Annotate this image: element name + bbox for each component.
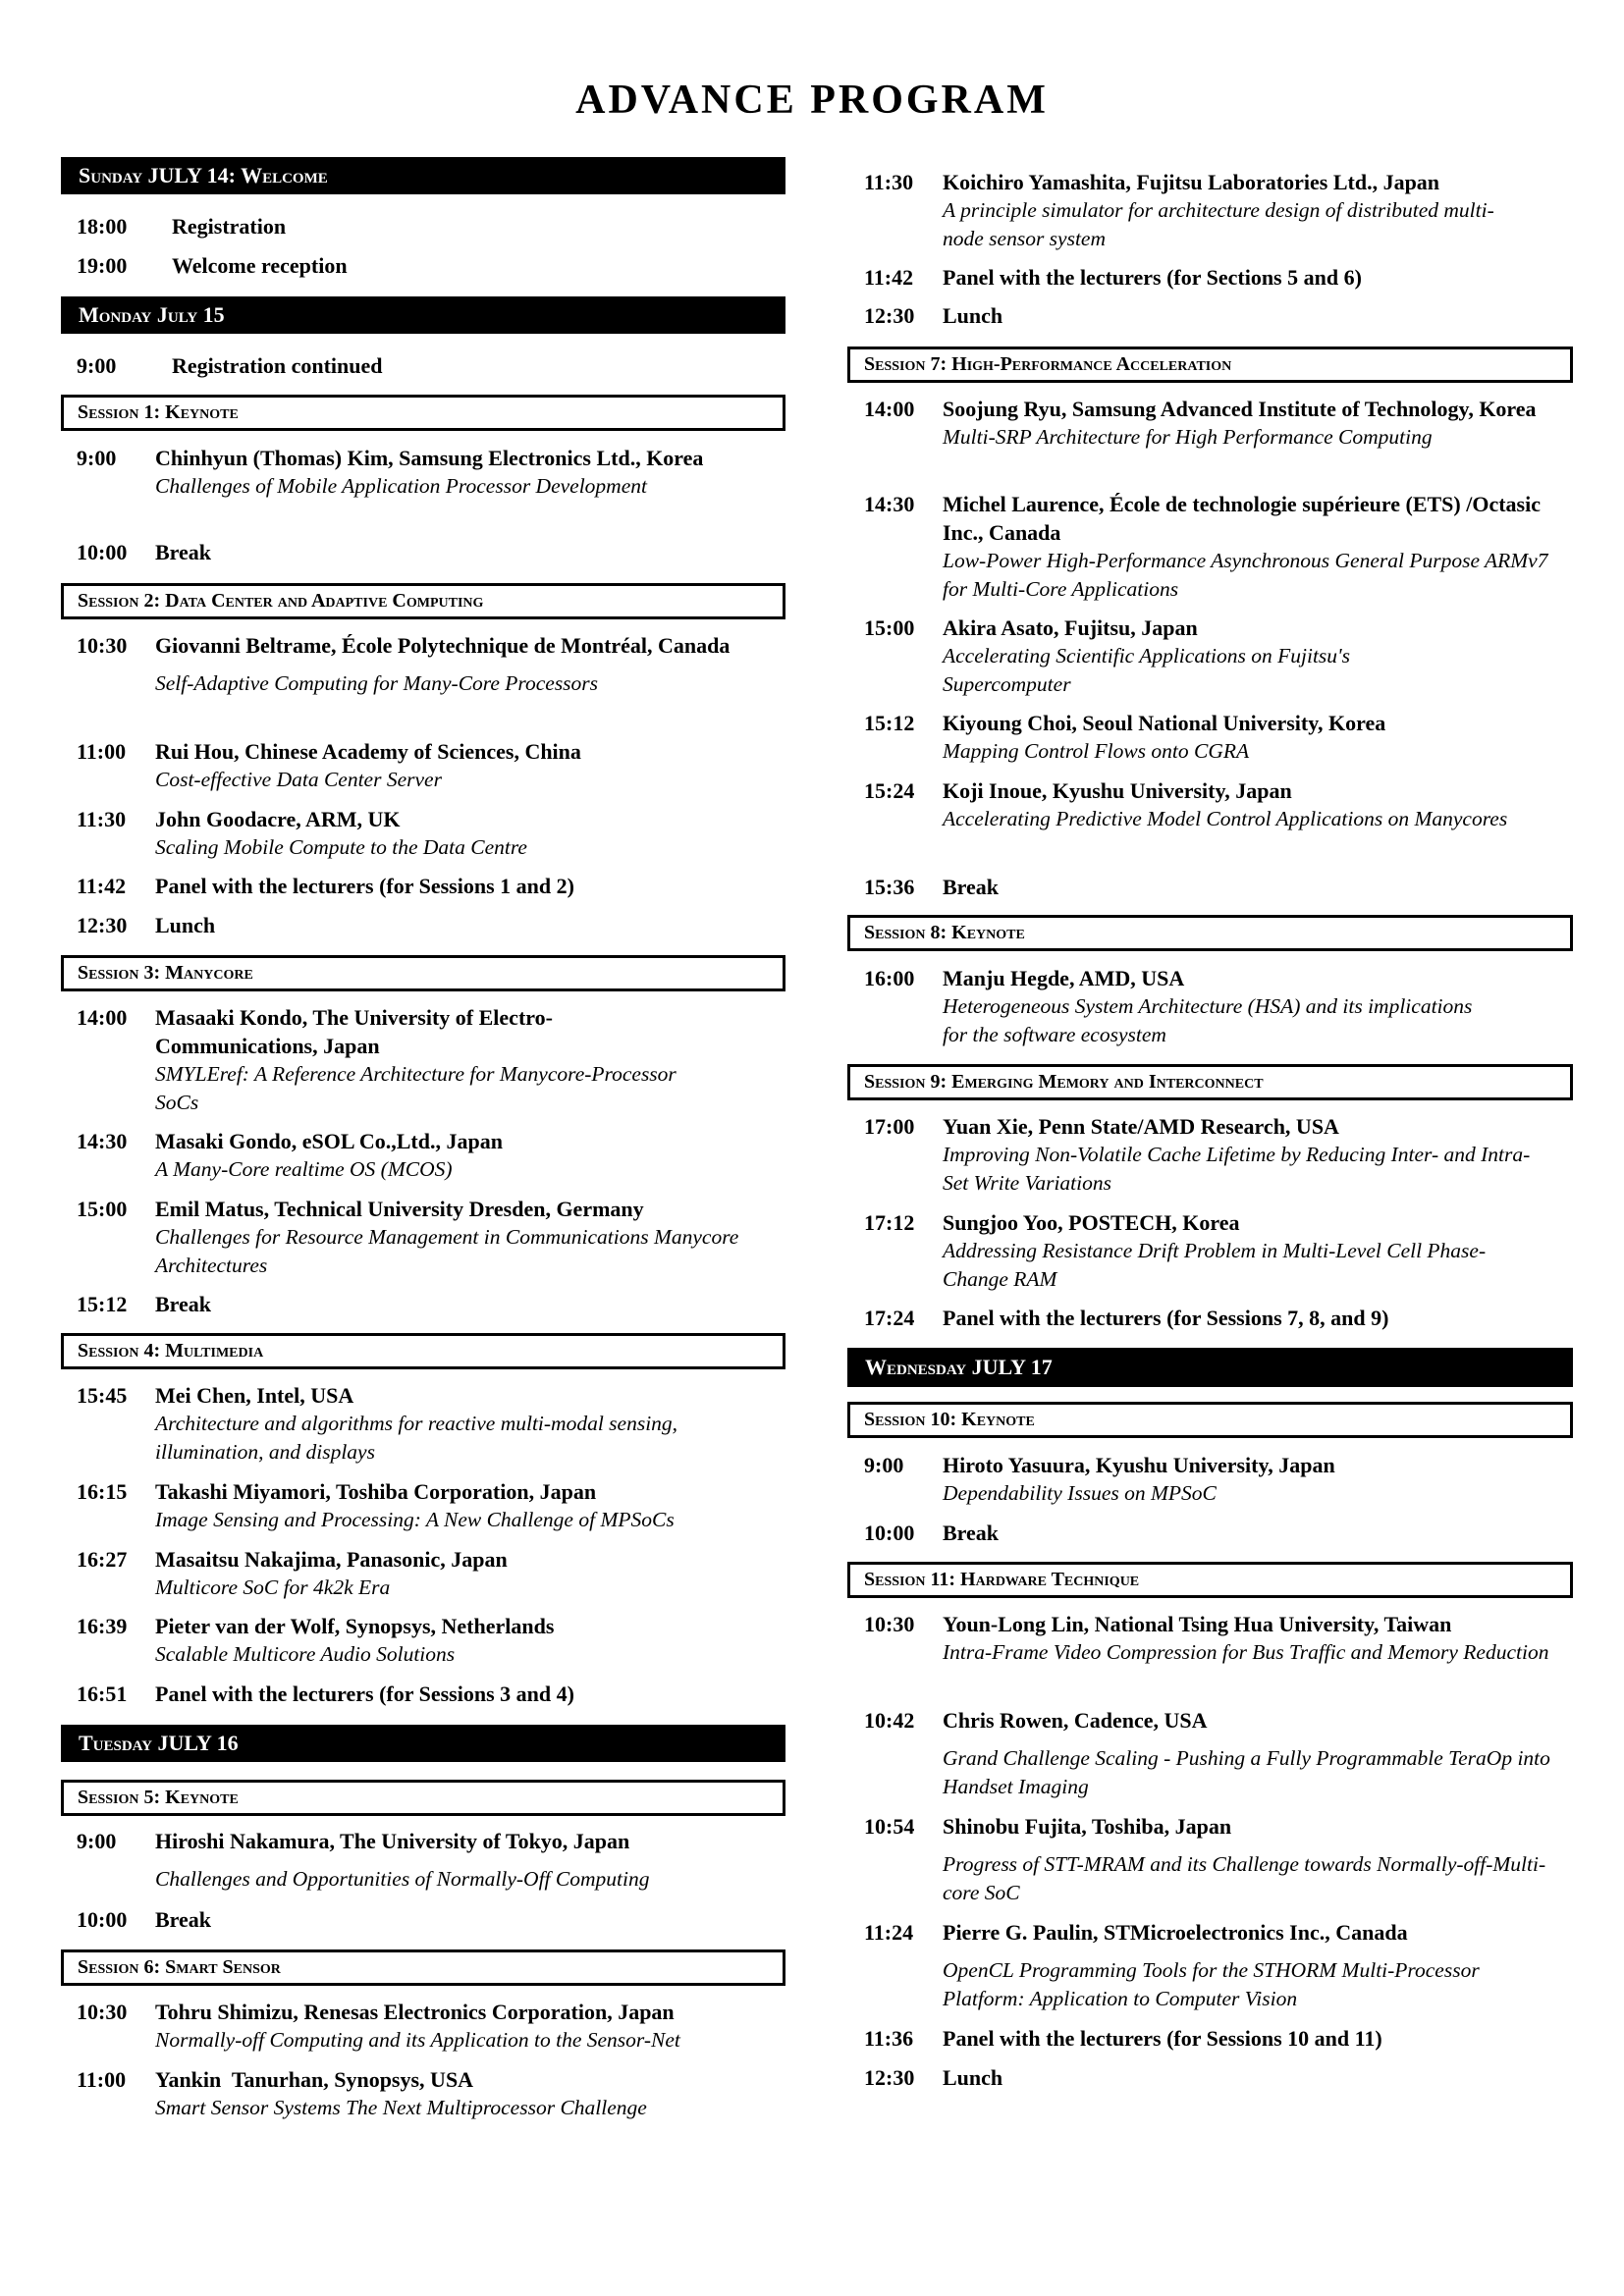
entry-name: Youn-Long Lin, National Tsing Hua University, Taiwan	[943, 1612, 1452, 1636]
entry-time: 9:00	[864, 1453, 904, 1477]
entry-time: 11:24	[864, 1920, 914, 1945]
entry-name: Shinobu Fujita, Toshiba, Japan	[943, 1814, 1232, 1839]
session-header-6: Session 6: Smart Sensor	[61, 1949, 785, 1986]
entry-name: Break	[943, 875, 1000, 899]
entry-name: Registration continued	[172, 353, 383, 378]
entry-time: 10:30	[864, 1612, 915, 1636]
entry-name: John Goodacre, ARM, UK	[155, 807, 401, 831]
entry-talk-title: Self-Adaptive Computing for Many-Core Processors	[155, 671, 599, 695]
entry-name: Yankin Tanurhan, Synopsys, USA	[155, 2067, 474, 2092]
entry-time: 16:39	[77, 1614, 128, 1638]
entry-name: Koji Inoue, Kyushu University, Japan	[943, 778, 1292, 803]
entry-time: 11:42	[77, 874, 127, 898]
day-header-tuesday: Tuesday JULY 16	[61, 1725, 785, 1762]
entry-name: Lunch	[943, 2065, 1003, 2090]
entry-time: 10:00	[864, 1521, 915, 1545]
session-header-2: Session 2: Data Center and Adaptive Computing	[61, 583, 785, 619]
entry-talk-title: Accelerating Scientific Applications on Fujitsu's Supercomputer	[943, 644, 1351, 696]
entry-time: 11:30	[77, 807, 127, 831]
session-header-10: Session 10: Keynote	[847, 1402, 1573, 1438]
entry-time: 10:00	[77, 540, 128, 564]
entry-name: Chinhyun (Thomas) Kim, Samsung Electronics Ltd., Korea	[155, 446, 704, 470]
entry-time: 16:15	[77, 1479, 128, 1504]
entry-name: Soojung Ryu, Samsung Advanced Institute of Technology, Korea	[943, 397, 1537, 421]
entry-talk-title: Grand Challenge Scaling - Pushing a Fully Programmable TeraOp into Handset Imaging	[943, 1746, 1550, 1798]
entry-talk-title: OpenCL Programming Tools for the STHORM Multi-Processor Platform: Application to Computer Vision	[943, 1958, 1480, 2010]
entry-name: Masaaki Kondo, The University of Electro-Communications, Japan	[155, 1005, 553, 1058]
entry-talk-title: Heterogeneous System Architecture (HSA) and its implications for the software ecosystem	[943, 994, 1473, 1046]
entry-time: 11:00	[77, 739, 127, 764]
entry-talk-title: Architecture and algorithms for reactive multi-modal sensing, illumination, and displays	[155, 1412, 678, 1464]
session-header-4: Session 4: Multimedia	[61, 1333, 785, 1369]
entry-time: 11:30	[864, 170, 914, 194]
day-header-wednesday: Wednesday JULY 17	[847, 1348, 1573, 1387]
entry-time: 11:00	[77, 2067, 127, 2092]
page-title: ADVANCE PROGRAM	[575, 78, 1049, 123]
entry-talk-title: Challenges of Mobile Application Processor Development	[155, 474, 647, 498]
entry-talk-title: Intra-Frame Video Compression for Bus Traffic and Memory Reduction	[943, 1640, 1549, 1664]
session-header-1: Session 1: Keynote	[61, 395, 785, 431]
entry-name: Michel Laurence, École de technologie supérieure (ETS) /Octasic Inc., Canada	[943, 492, 1541, 545]
session-header-8: Session 8: Keynote	[847, 915, 1573, 951]
entry-name: Lunch	[155, 913, 216, 937]
entry-name: Akira Asato, Fujitsu, Japan	[943, 615, 1198, 640]
session-header-9: Session 9: Emerging Memory and Interconnect	[847, 1064, 1573, 1100]
entry-name: Panel with the lecturers (for Sessions 10 and 11)	[943, 2026, 1382, 2051]
entry-name: Break	[155, 1907, 212, 1932]
entry-time: 19:00	[77, 253, 128, 278]
entry-talk-title: Improving Non-Volatile Cache Lifetime by Reducing Inter- and Intra-Set Write Variations	[943, 1143, 1531, 1195]
entry-time: 14:30	[77, 1129, 128, 1153]
entry-time: 10:30	[77, 633, 128, 658]
entry-name: Panel with the lecturers (for Sessions 1 and 2)	[155, 874, 574, 898]
entry-time: 17:24	[864, 1306, 915, 1330]
entry-talk-title: Dependability Issues on MPSoC	[943, 1481, 1217, 1505]
entry-talk-title: Low-Power High-Performance Asynchronous General Purpose ARMv7 for Multi-Core Applications	[943, 549, 1548, 601]
entry-name: Yuan Xie, Penn State/AMD Research, USA	[943, 1114, 1339, 1139]
entry-time: 17:12	[864, 1210, 915, 1235]
entry-name: Break	[943, 1521, 1000, 1545]
day-header-sunday: Sunday JULY 14: Welcome	[61, 157, 785, 194]
entry-name: Tohru Shimizu, Renesas Electronics Corporation, Japan	[155, 2000, 675, 2024]
entry-name: Registration	[172, 214, 287, 239]
entry-time: 12:30	[864, 303, 915, 328]
entry-name: Pierre G. Paulin, STMicroelectronics Inc., Canada	[943, 1920, 1408, 1945]
entry-name: Break	[155, 1292, 212, 1316]
entry-time: 15:12	[864, 711, 915, 735]
entry-time: 12:30	[77, 913, 128, 937]
entry-talk-title: Progress of STT-MRAM and its Challenge towards Normally-off-Multi-core SoC	[943, 1852, 1546, 1904]
entry-name: Manju Hegde, AMD, USA	[943, 966, 1185, 990]
entry-time: 15:00	[864, 615, 915, 640]
entry-time: 10:42	[864, 1708, 915, 1733]
entry-name: Panel with the lecturers (for Sessions 7, 8, and 9)	[943, 1306, 1389, 1330]
entry-name: Sungjoo Yoo, POSTECH, Korea	[943, 1210, 1240, 1235]
entry-time: 9:00	[77, 446, 117, 470]
entry-talk-title: Addressing Resistance Drift Problem in Multi-Level Cell Phase-Change RAM	[943, 1239, 1487, 1291]
entry-name: Break	[155, 540, 212, 564]
entry-name: Chris Rowen, Cadence, USA	[943, 1708, 1208, 1733]
entry-talk-title: SMYLEref: A Reference Architecture for Manycore-Processor SoCs	[155, 1062, 677, 1114]
entry-name: Pieter van der Wolf, Synopsys, Netherlands	[155, 1614, 555, 1638]
entry-talk-title: Scalable Multicore Audio Solutions	[155, 1642, 456, 1666]
entry-talk-title: Normally-off Computing and its Application to the Sensor-Net	[155, 2028, 680, 2052]
entry-talk-title: Multi-SRP Architecture for High Performance Computing	[943, 425, 1433, 449]
session-header-5: Session 5: Keynote	[61, 1780, 785, 1816]
entry-time: 16:00	[864, 966, 915, 990]
day-header-monday: Monday July 15	[61, 296, 785, 334]
entry-name: Giovanni Beltrame, École Polytechnique de Montréal, Canada	[155, 633, 731, 658]
entry-time: 15:00	[77, 1197, 128, 1221]
entry-time: 12:30	[864, 2065, 915, 2090]
entry-time: 15:45	[77, 1383, 128, 1408]
entry-time: 11:36	[864, 2026, 914, 2051]
entry-time: 10:54	[864, 1814, 915, 1839]
entry-talk-title: Cost-effective Data Center Server	[155, 768, 442, 791]
entry-time: 14:30	[864, 492, 915, 516]
entry-name: Hiroshi Nakamura, The University of Tokyo, Japan	[155, 1829, 630, 1853]
entry-name: Koichiro Yamashita, Fujitsu Laboratories Ltd., Japan	[943, 170, 1440, 194]
entry-name: Hiroto Yasuura, Kyushu University, Japan	[943, 1453, 1335, 1477]
session-header-11: Session 11: Hardware Technique	[847, 1562, 1573, 1598]
session-header-7: Session 7: High-Performance Acceleration	[847, 347, 1573, 383]
entry-time: 15:12	[77, 1292, 128, 1316]
entry-name: Panel with the lecturers (for Sections 5 and 6)	[943, 265, 1362, 290]
entry-time: 15:36	[864, 875, 915, 899]
entry-name: Lunch	[943, 303, 1003, 328]
entry-talk-title: Challenges and Opportunities of Normally-Off Computing	[155, 1867, 650, 1891]
entry-time: 15:24	[864, 778, 915, 803]
entry-talk-title: Scaling Mobile Compute to the Data Centre	[155, 835, 527, 859]
entry-time: 14:00	[864, 397, 915, 421]
entry-talk-title: Smart Sensor Systems The Next Multiprocessor Challenge	[155, 2096, 647, 2119]
entry-name: Panel with the lecturers (for Sessions 3 and 4)	[155, 1682, 574, 1706]
entry-time: 16:51	[77, 1682, 128, 1706]
entry-time: 9:00	[77, 1829, 117, 1853]
entry-name: Welcome reception	[172, 253, 348, 278]
session-header-3: Session 3: Manycore	[61, 955, 785, 991]
entry-talk-title: Challenges for Resource Management in Communications Manycore Architectures	[155, 1225, 739, 1277]
entry-talk-title: A Many-Core realtime OS (MCOS)	[155, 1157, 453, 1181]
entry-talk-title: Image Sensing and Processing: A New Challenge of MPSoCs	[155, 1508, 675, 1531]
entry-name: Masaki Gondo, eSOL Co.,Ltd., Japan	[155, 1129, 503, 1153]
entry-time: 9:00	[77, 353, 117, 378]
entry-time: 10:30	[77, 2000, 128, 2024]
entry-time: 17:00	[864, 1114, 915, 1139]
entry-name: Takashi Miyamori, Toshiba Corporation, Japan	[155, 1479, 597, 1504]
entry-time: 16:27	[77, 1547, 128, 1572]
entry-name: Rui Hou, Chinese Academy of Sciences, China	[155, 739, 581, 764]
entry-talk-title: Accelerating Predictive Model Control Applications on Manycores	[943, 807, 1508, 830]
entry-name: Masaitsu Nakajima, Panasonic, Japan	[155, 1547, 508, 1572]
entry-talk-title: A principle simulator for architecture design of distributed multi-node sensor system	[943, 198, 1494, 250]
entry-talk-title: Mapping Control Flows onto CGRA	[943, 739, 1250, 763]
entry-time: 14:00	[77, 1005, 128, 1030]
entry-talk-title: Multicore SoC for 4k2k Era	[155, 1575, 391, 1599]
entry-time: 11:42	[864, 265, 914, 290]
entry-time: 10:00	[77, 1907, 128, 1932]
entry-name: Mei Chen, Intel, USA	[155, 1383, 354, 1408]
entry-name: Emil Matus, Technical University Dresden, Germany	[155, 1197, 644, 1221]
entry-time: 18:00	[77, 214, 128, 239]
entry-name: Kiyoung Choi, Seoul National University, Korea	[943, 711, 1386, 735]
